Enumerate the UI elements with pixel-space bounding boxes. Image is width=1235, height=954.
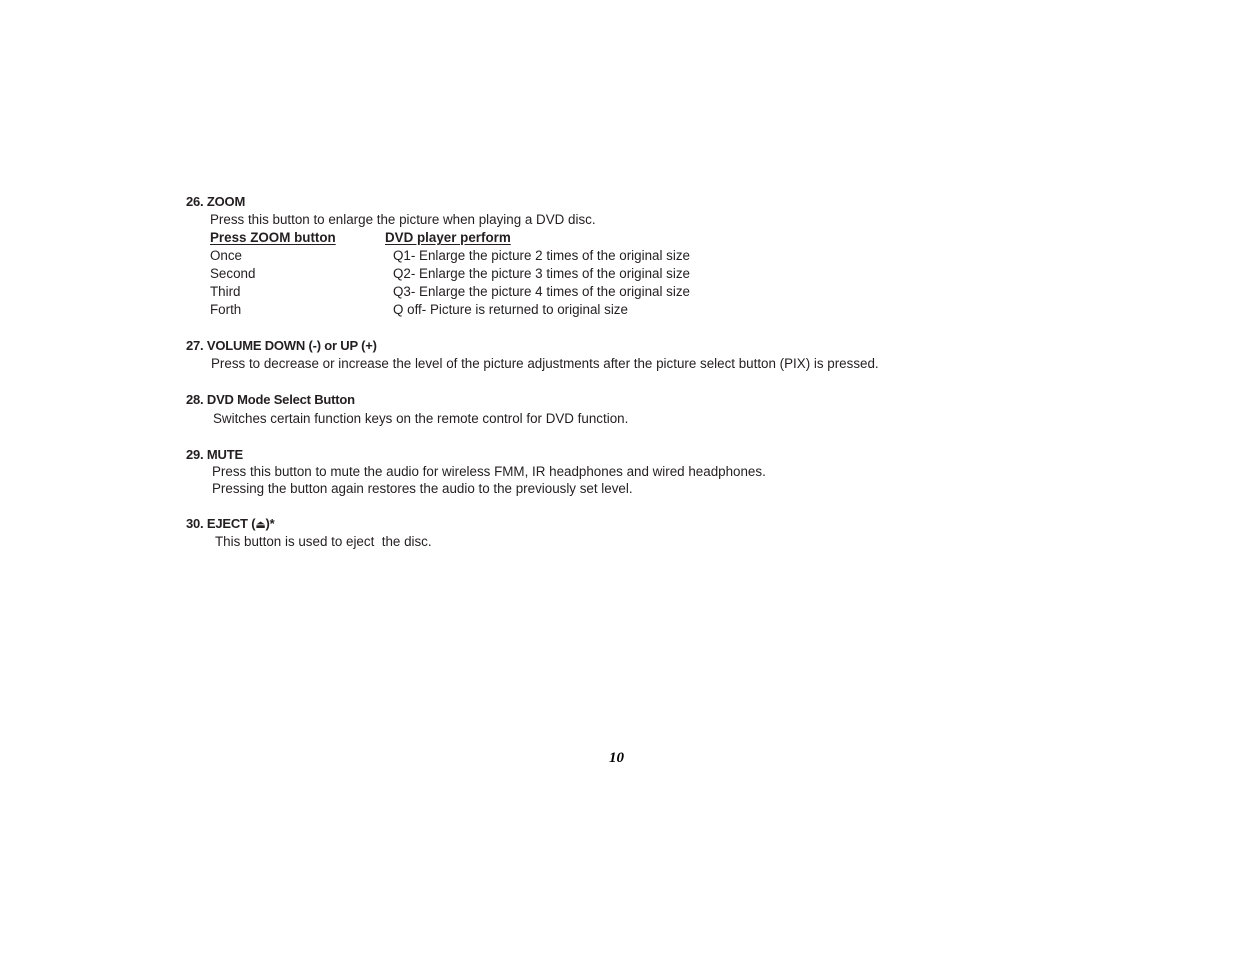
zoom-heading: 26. ZOOM	[186, 194, 246, 209]
eject-icon: ⏏	[255, 518, 266, 531]
volume-heading: 27. VOLUME DOWN (-) or UP (+)	[186, 338, 377, 353]
zoom-row-press: Second	[210, 266, 256, 281]
eject-heading	[186, 517, 275, 530]
zoom-column-header-perform: DVD player perform	[385, 230, 511, 245]
zoom-row-perform: Q2- Enlarge the picture 3 times of the original size	[393, 266, 690, 281]
zoom-row-press: Third	[210, 284, 241, 299]
eject-heading-suffix: )*	[265, 516, 275, 531]
zoom-row-press: Forth	[210, 302, 242, 317]
mute-description-line: Pressing the button again restores the audio to the previously set level.	[212, 481, 633, 496]
volume-description: Press to decrease or increase the level of the picture adjustments after the picture select button (PIX) is pressed.	[211, 356, 879, 371]
zoom-row-perform: Q off- Picture is returned to original size	[393, 302, 628, 317]
mute-description-line: Press this button to mute the audio for wireless FMM, IR headphones and wired headphones.	[212, 464, 766, 479]
zoom-row-press: Once	[210, 248, 243, 263]
zoom-column-header-press: Press ZOOM button	[210, 230, 336, 245]
mute-heading: 29. MUTE	[186, 447, 243, 462]
eject-heading-text: 30. EJECT (	[186, 516, 256, 531]
page-number: 10	[609, 750, 624, 766]
zoom-description: Press this button to enlarge the picture when playing a DVD disc.	[210, 212, 596, 227]
zoom-row-perform: Q3- Enlarge the picture 4 times of the original size	[393, 284, 690, 299]
dvd-mode-description: Switches certain function keys on the remote control for DVD function.	[213, 411, 629, 426]
eject-description: This button is used to eject the disc.	[215, 534, 432, 549]
dvd-mode-heading: 28. DVD Mode Select Button	[186, 392, 355, 407]
zoom-row-perform: Q1- Enlarge the picture 2 times of the original size	[393, 248, 690, 263]
